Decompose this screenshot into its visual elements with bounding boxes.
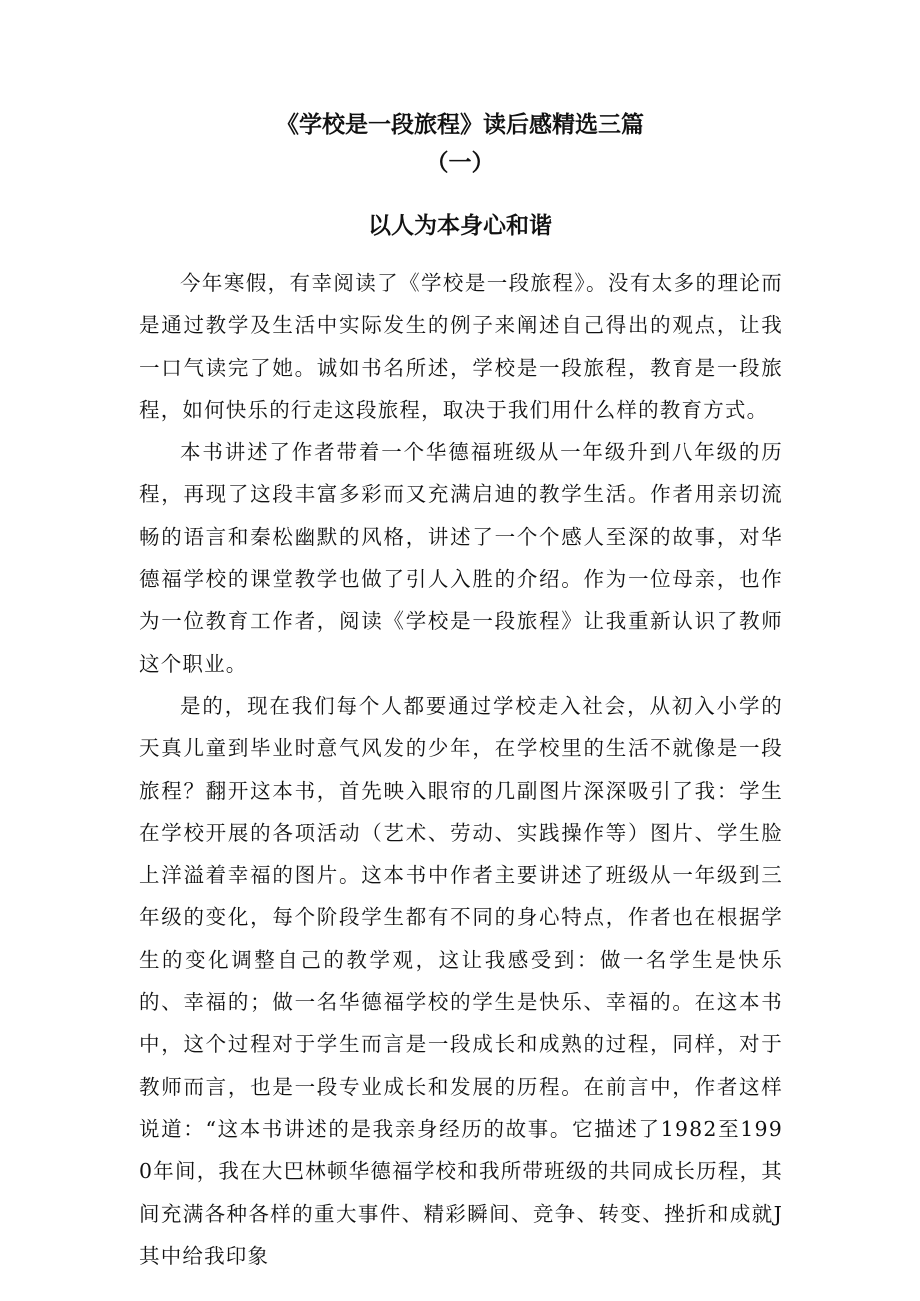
paragraph-1: 今年寒假，有幸阅读了《学校是一段旅程》。没有太多的理论而是通过教学及生活中实际发生的例子来阐述自己得出的观点，让我一口气读完了她。诚如书名所述，学校是一段旅程，教育是一段旅程，如何快乐的行走这段旅程，取决于我们用什么样的教育方式。 [139, 271, 783, 422]
paragraph-3: 是的，现在我们每个人都要通过学校走入社会，从初入小学的天真儿童到毕业时意气风发的少年，在学校里的生活不就像是一段旅程？翻开这本书，首先映入眼帘的几副图片深深吸引了我：学生在学校开展的各项活动（艺术、劳动、实践操作等）图片、学生脸上洋溢着幸福的图片。这本书中作者主要讲述了班级从一年级到三年级的变化，每个阶段学生都有不同的身心特点，作者也在根据学生的变化调整自己的教学观，这让我感受到：做一名学生是快乐的、幸福的；做一名华德福学校的学生是快乐、幸福的。在这本书中，这个过程对于学生而言是一段成长和成熟的过程，同样，对于教师而言，也是一段专业成长和发展的历程。在前言中，作者这样说道：“这本书讲述的是我亲身经历的故事。它描述了1982至1990年间，我在大巴林顿华德福学校和我所带班级的共同成长历程，其间充满各种各样的重大事件、精彩瞬间、竞争、转变、挫折和成就J其中给我印象 [139, 693, 783, 1268]
paragraph-2: 本书讲述了作者带着一个华德福班级从一年级升到八年级的历程，再现了这段丰富多彩而又充满启迪的教学生活。作者用亲切流畅的语言和秦松幽默的风格，讲述了一个个感人至深的故事，对华德福学校的课堂教学也做了引人入胜的介绍。作为一位母亲，也作为一位教育工作者，阅读《学校是一段旅程》让我重新认识了教师这个职业。 [139, 440, 783, 676]
document-title: 《学校是一段旅程》读后感精选三篇 [276, 112, 644, 138]
section-number: （一） [425, 150, 495, 176]
body-text [139, 262, 783, 1277]
section-subtitle: 以人为本身心和谐 [368, 213, 552, 239]
